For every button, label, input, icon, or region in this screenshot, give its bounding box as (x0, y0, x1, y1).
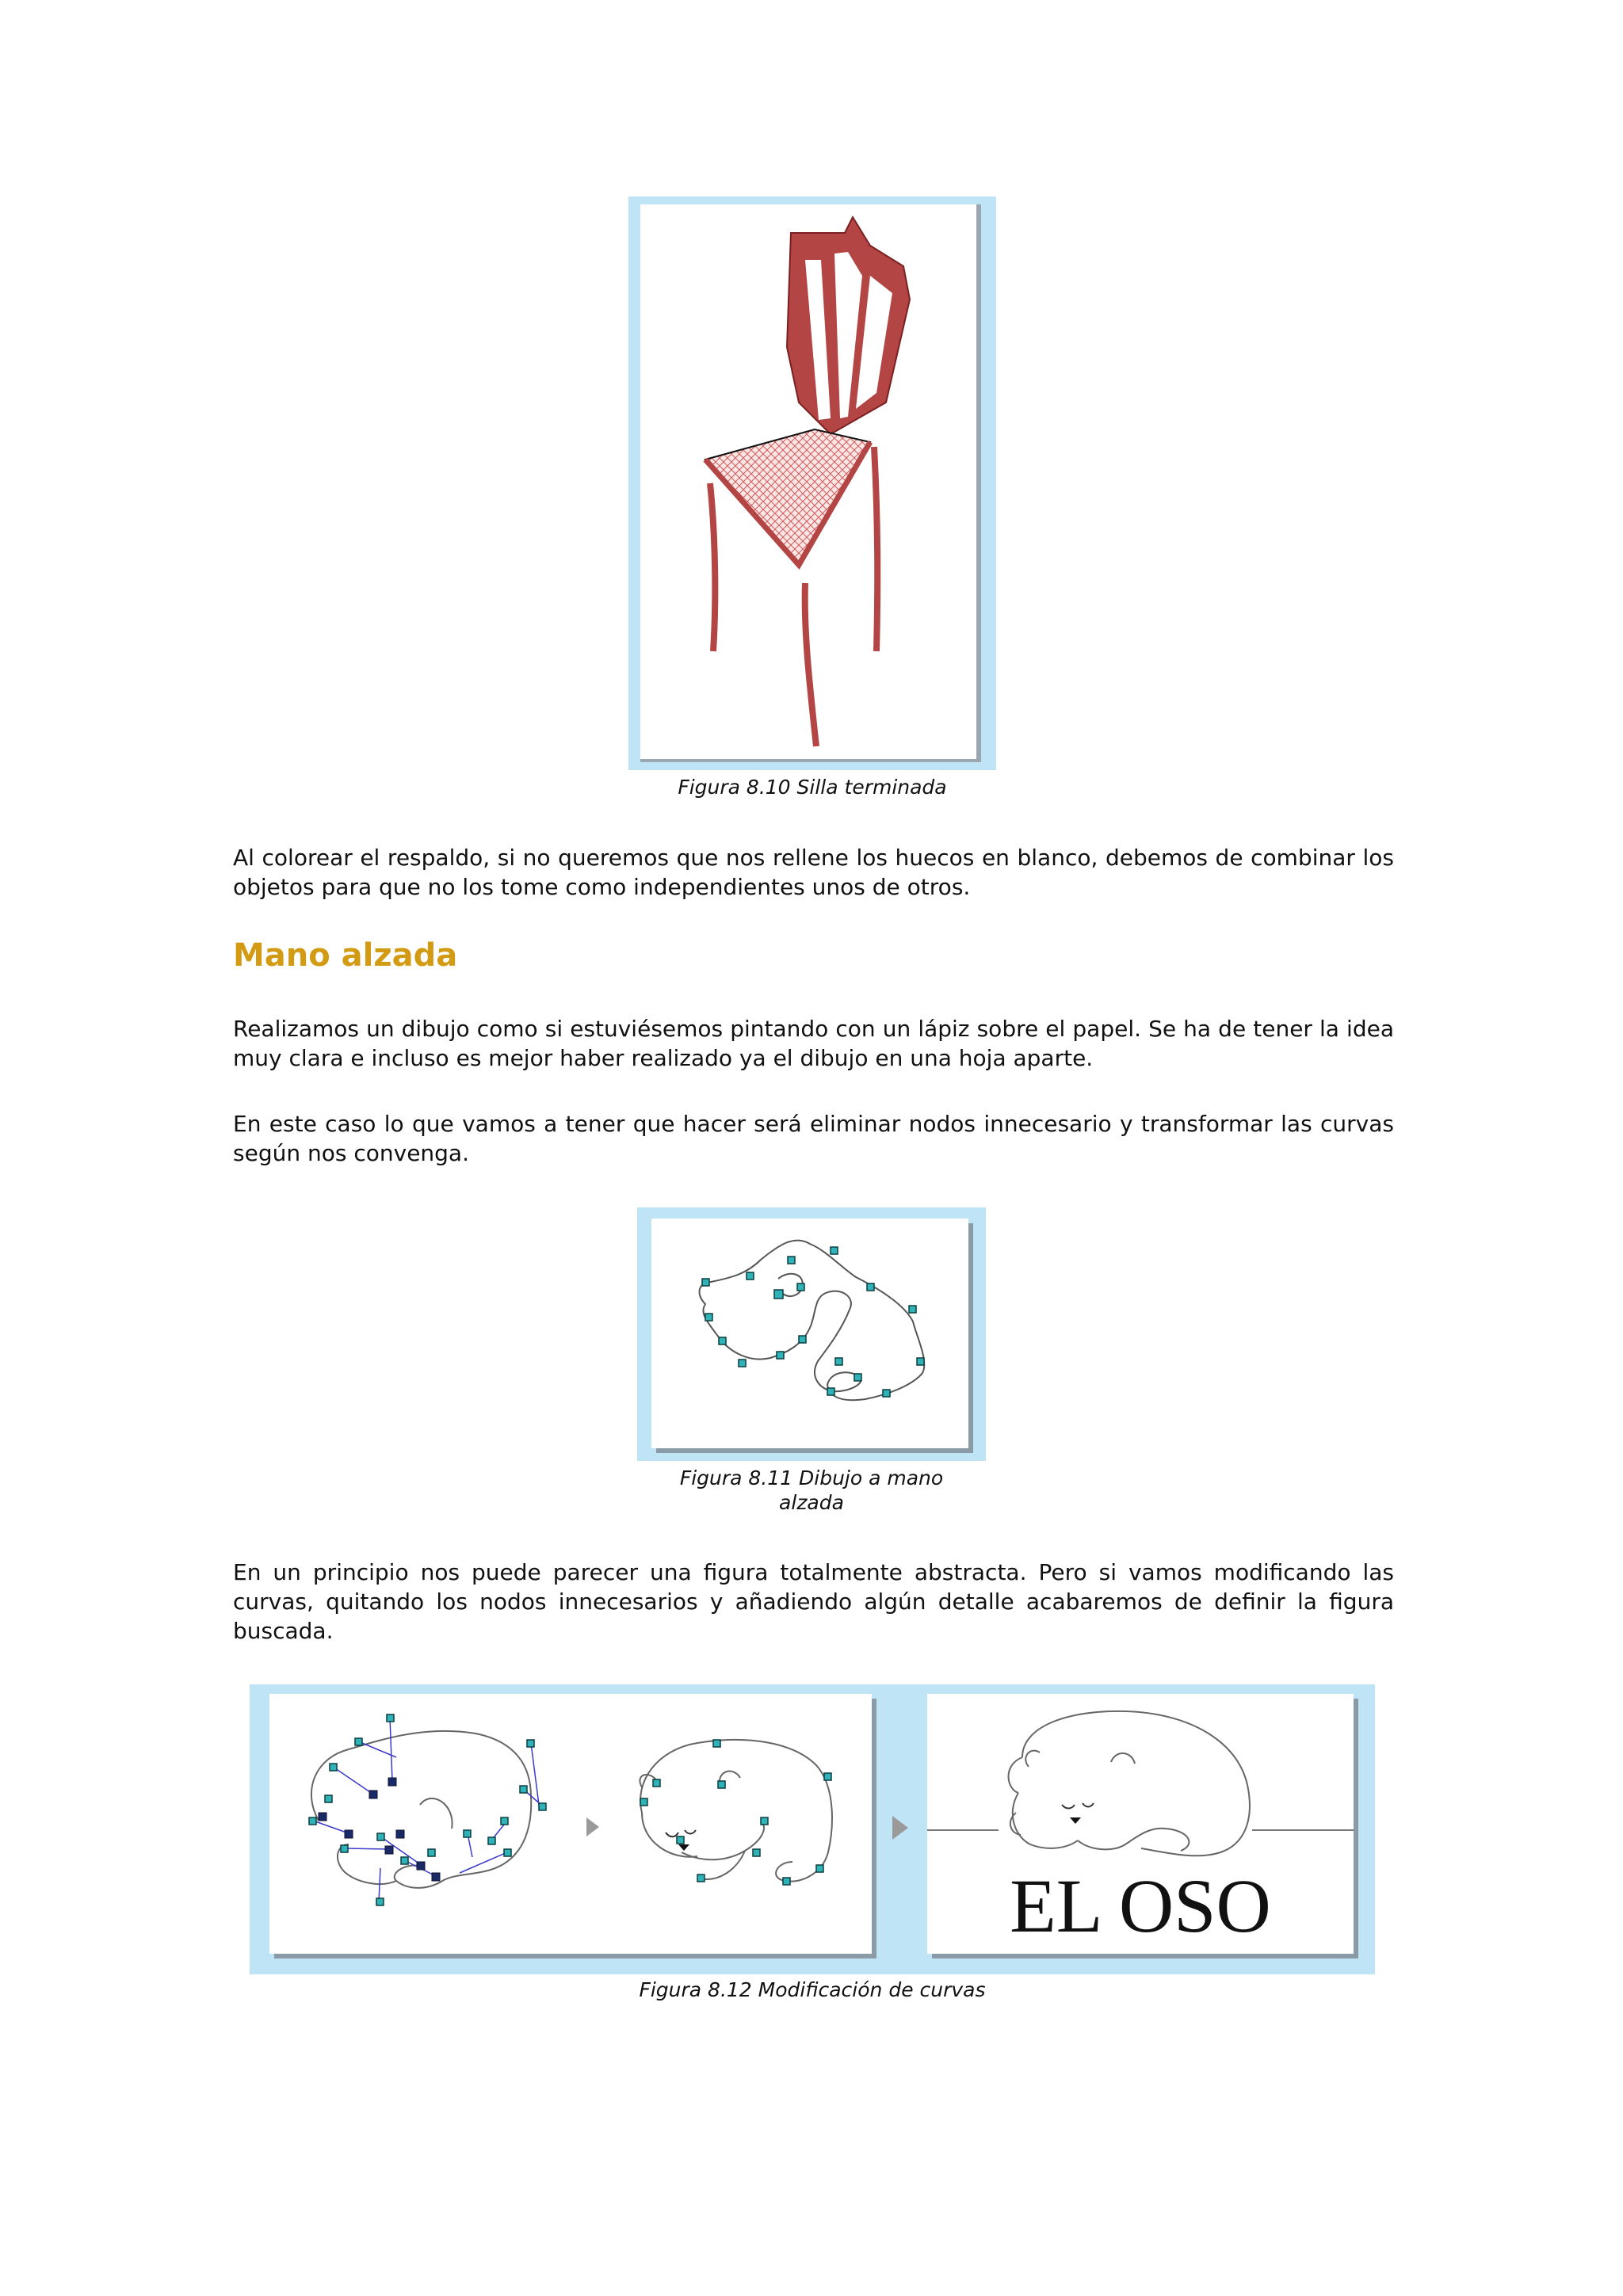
section-heading: Mano alzada (233, 937, 458, 974)
paragraph: Al colorear el respaldo, si no queremos que nos rellene los huecos en blanco, debemos de combinar los objetos para que no los tome como independientes unos de otros. (233, 845, 1394, 900)
paragraph: En un principio nos puede parecer una figura totalmente abstracta. Pero si vamos modificando las curvas, quitando los nodos innecesarios y añadiendo algún detalle acabaremos de definir la figura buscada. (233, 1559, 1394, 1644)
arrow-icon (891, 1814, 910, 1841)
figure-8-11-caption-line1: Figura 8.11 Dibujo a mano (679, 1466, 944, 1489)
figure-8-12-panel-final (927, 1694, 1354, 1954)
paragraph: Realizamos un dibujo como si estuviésemos pintando con un lápiz sobre el papel. Se ha de tener la idea muy clara e incluso es mejor haber realizado ya el dibujo en una hoja aparte. (233, 1016, 1394, 1071)
figure-8-12-final-title: EL OSO (1010, 1863, 1271, 1948)
figure-8-11-caption-line2: alzada (779, 1491, 844, 1514)
figure-8-11-freehand-image (651, 1219, 968, 1448)
figure-8-10-caption: Figura 8.10 Silla terminada (678, 776, 947, 799)
figure-8-10-chair-image (640, 204, 981, 762)
figure-8-11-caption (637, 1466, 986, 1515)
paragraph: En este caso lo que vamos a tener que hacer será eliminar nodos innecesario y transformar las curvas según nos convenga. (233, 1111, 1394, 1166)
figure-8-12-caption: Figura 8.12 Modificación de curvas (639, 1978, 986, 2001)
figure-8-12-panel-nodes (269, 1694, 872, 1954)
